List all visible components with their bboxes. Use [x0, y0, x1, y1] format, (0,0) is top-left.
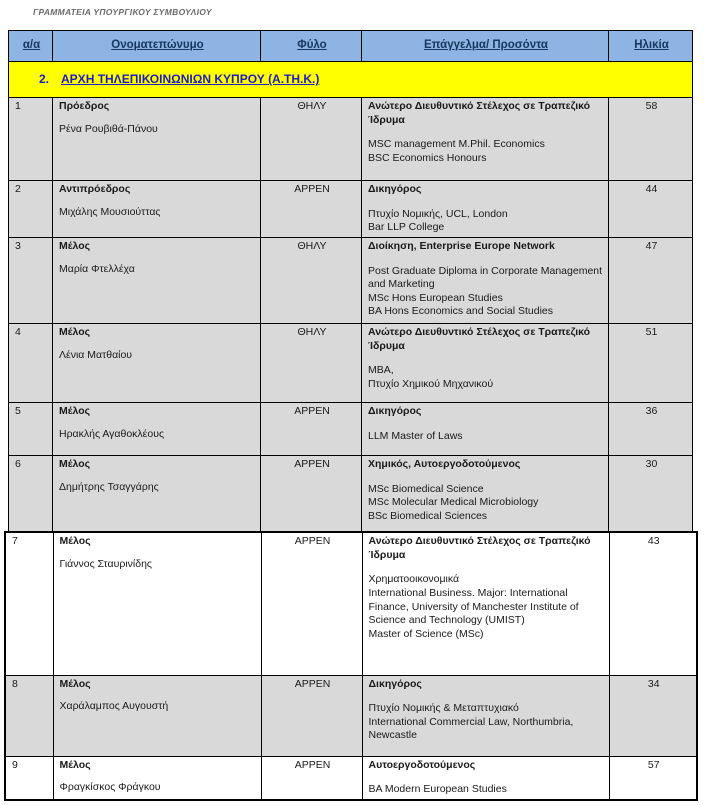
age-cell: 58 [609, 98, 693, 181]
age-cell: 57 [609, 756, 697, 800]
column-header-age: Ηλικία [609, 31, 693, 62]
qualifications-list [368, 208, 604, 235]
profession-title: Δικηγόρος [368, 404, 422, 417]
age-cell: 44 [609, 181, 693, 238]
member-cell [53, 181, 261, 238]
member-role: Μέλος [59, 758, 91, 771]
qualification-line: MSc Biomedical Science [368, 482, 484, 495]
row-number-cell: 8 [5, 675, 53, 756]
row-number-cell: 9 [5, 756, 53, 800]
qualification-line: MSc Molecular Medical Microbiology [368, 496, 539, 509]
table-row [9, 98, 693, 181]
profession-cell [362, 98, 609, 181]
qualification-line: Χρηματοοικονομικά [368, 573, 460, 586]
profession-cell [362, 181, 609, 238]
qualification-line: MSC management M.Phil. Economics [368, 138, 545, 151]
qualifications-list [368, 430, 604, 444]
qualification-line: LLM Master of Laws [368, 429, 463, 442]
profession-cell [362, 532, 609, 675]
member-cell [53, 455, 261, 532]
profession-title: Δικηγόρος [368, 677, 422, 690]
qualification-line: Bar LLP College [368, 221, 445, 234]
gender-cell: ΑΡΡΕΝ [261, 756, 362, 800]
member-role: Μέλος [59, 535, 91, 547]
section-number: 2. [39, 72, 50, 87]
age-cell: 36 [609, 402, 693, 455]
profession-title: Ανώτερο Διευθυντικό Στέλεχος σε Τραπεζικό Ίδρυμα [368, 535, 591, 561]
qualification-line: Post Graduate Diploma in Corporate Management and Marketing [368, 264, 603, 291]
profession-title: Δικηγόρος [368, 183, 422, 195]
age-cell: 30 [609, 455, 693, 532]
members-table-segment-2 [4, 531, 698, 801]
qualifications-list [368, 364, 604, 391]
section-title-cell [9, 62, 693, 98]
column-header-name: Ονοματεπώνυμο [53, 31, 261, 62]
gender-cell: ΘΗΛΥ [261, 98, 362, 181]
member-cell [53, 323, 261, 402]
qualification-line: MBA, [368, 364, 394, 377]
profession-cell [362, 756, 609, 800]
member-name: Γιάννος Σταυρινίδης [59, 557, 152, 570]
qualifications-list [369, 702, 605, 743]
row-number-cell: 6 [9, 455, 53, 532]
row-number-cell: 4 [9, 323, 53, 402]
member-role: Μέλος [59, 404, 91, 417]
row-number-cell: 1 [9, 98, 53, 181]
gender-cell: ΑΡΡΕΝ [261, 675, 362, 756]
profession-cell [362, 675, 609, 756]
gender-cell: ΑΡΡΕΝ [261, 402, 362, 455]
member-cell [53, 98, 261, 181]
gender-cell: ΑΡΡΕΝ [261, 455, 362, 532]
gender-cell: ΘΗΛΥ [261, 237, 362, 323]
letterhead: ΓΡΑΜΜΑΤΕΙΑ ΥΠΟΥΡΓΙΚΟΥ ΣΥΜΒΟΥΛΙΟΥ [33, 7, 212, 17]
profession-title: Διοίκηση, Enterprise Europe Network [368, 239, 555, 252]
qualification-line: Πτυχίο Νομικής & Μεταπτυχιακό [368, 702, 519, 715]
table-row [5, 675, 697, 756]
member-cell [53, 756, 261, 800]
member-cell [53, 532, 261, 675]
qualifications-list [368, 138, 604, 165]
qualifications-list [369, 573, 605, 641]
qualification-line: Master of Science (MSc) [368, 627, 484, 640]
qualification-line: BSc Biomedical Sciences [368, 509, 488, 522]
column-header-profession: Επάγγελμα/ Προσόντα [362, 31, 609, 62]
table-header-row [9, 31, 693, 62]
profession-cell [362, 323, 609, 402]
member-name: Λένια Ματθαίου [59, 348, 133, 361]
member-name: Χαράλαμπος Αυγουστή [59, 700, 169, 713]
qualification-line: BSC Economics Honours [368, 151, 487, 164]
member-role: Πρόεδρος [59, 100, 110, 112]
table-body-segment-2 [5, 532, 697, 800]
profession-title: Αυτοεργοδοτούμενος [368, 758, 476, 771]
profession-title: Ανώτερο Διευθυντικό Στέλεχος σε Τραπεζικό Ίδρυμα [368, 325, 591, 352]
qualification-line: BA Modern European Studies [368, 783, 507, 796]
profession-title: Ανώτερο Διευθυντικό Στέλεχος σε Τραπεζικό Ίδρυμα [368, 100, 591, 126]
profession-cell [362, 455, 609, 532]
qualification-line: Πτυχίο Νομικής, UCL, London [368, 207, 508, 220]
column-header-index: α/α [9, 31, 53, 62]
member-role: Μέλος [59, 677, 91, 690]
member-name: Ηρακλής Αγαθοκλέους [59, 427, 164, 440]
member-role: Μέλος [59, 457, 91, 470]
member-name: Ρένα Ρουβιθά-Πάνου [59, 122, 158, 135]
member-name: Δημήτρης Τσαγγάρης [59, 480, 159, 493]
member-cell [53, 675, 261, 756]
age-cell: 47 [609, 237, 693, 323]
table-row [9, 181, 693, 238]
gender-cell: ΑΡΡΕΝ [261, 181, 362, 238]
member-role: Μέλος [59, 325, 91, 338]
member-name: Μιχάλης Μουσιούττας [59, 205, 161, 218]
table-row [5, 756, 697, 800]
member-cell [53, 237, 261, 323]
qualifications-list [368, 483, 604, 524]
row-number-cell: 3 [9, 237, 53, 323]
table-row [9, 455, 693, 532]
age-cell: 34 [609, 675, 697, 756]
qualifications-list [368, 265, 604, 320]
qualification-line: International Business. Major: International Finance, University of Manchester Institute of Science and Technology (UMIST) [368, 586, 579, 627]
member-name: Φραγκίσκος Φράγκου [59, 781, 161, 794]
member-name: Μαρία Φτελλέχα [59, 262, 135, 275]
qualification-line: International Commercial Law, Northumbria, Newcastle [368, 715, 574, 742]
profession-cell [362, 237, 609, 323]
member-role: Μέλος [59, 239, 91, 252]
table-row [5, 532, 697, 675]
members-table-segment-1 [8, 30, 693, 533]
qualification-line: BA Hons Economics and Social Studies [368, 305, 554, 318]
row-number-cell: 7 [5, 532, 53, 675]
section-title: ΑΡΧΗ ΤΗΛΕΠΙΚΟΙΝΩΝΙΩΝ ΚΥΠΡΟΥ (Α.ΤΗ.Κ.) [61, 72, 320, 87]
table-body-segment-1 [9, 98, 693, 533]
profession-cell [362, 402, 609, 455]
qualification-line: MSc Hons European Studies [368, 291, 503, 304]
table-row [9, 237, 693, 323]
member-role: Αντιπρόεδρος [59, 183, 131, 195]
age-cell: 43 [609, 532, 697, 675]
gender-cell: ΑΡΡΕΝ [261, 532, 362, 675]
qualifications-list [369, 783, 605, 797]
profession-title: Χημικός, Αυτοεργοδοτούμενος [368, 457, 521, 470]
gender-cell: ΘΗΛΥ [261, 323, 362, 402]
table-row [9, 402, 693, 455]
section-row [9, 62, 693, 98]
column-header-gender: Φύλο [261, 31, 362, 62]
row-number-cell: 2 [9, 181, 53, 238]
qualification-line: Πτυχίο Χημικού Μηχανικού [368, 377, 494, 390]
member-cell [53, 402, 261, 455]
table-row [9, 323, 693, 402]
row-number-cell: 5 [9, 402, 53, 455]
age-cell: 51 [609, 323, 693, 402]
